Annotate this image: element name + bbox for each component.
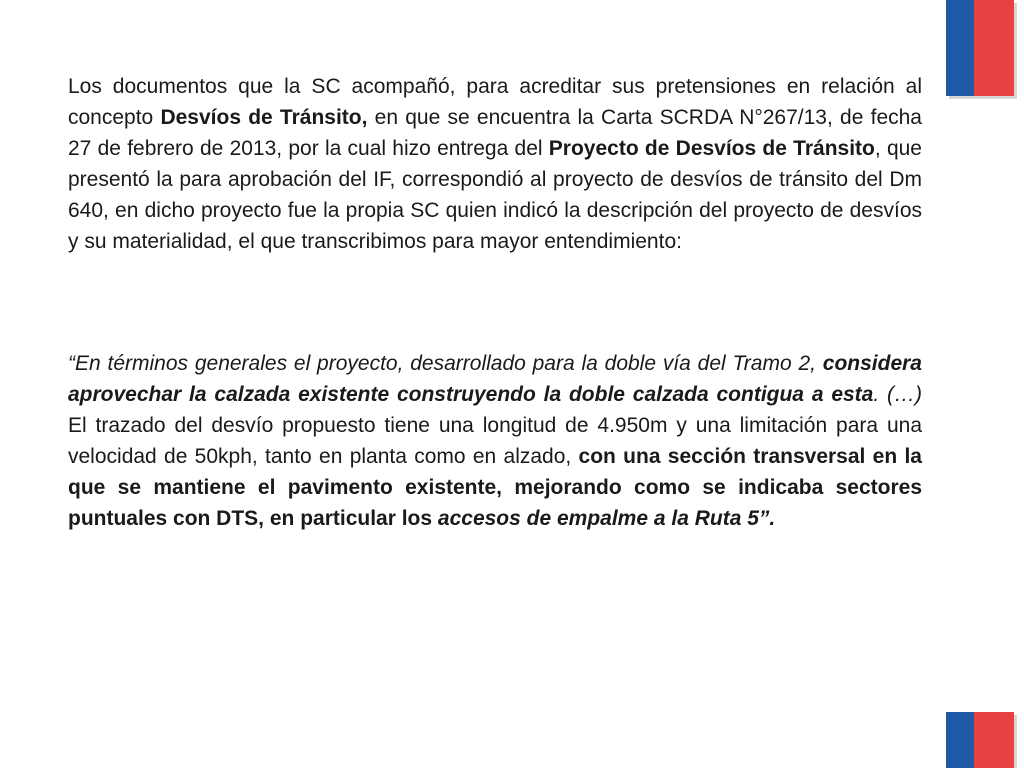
quote-bold-italic-1-text: considera aprovechar la calzada existente construyendo la doble calzada contigua a esta [68, 352, 922, 406]
quote-italic-1: “En términos generales el proyecto, desarrollado para la doble vía del Tramo 2, [68, 352, 823, 375]
flag-corner-top-blue [946, 0, 974, 96]
quote-bold-italic-2 [438, 507, 775, 530]
flag-corner-top [946, 0, 1014, 96]
para1-bold-proyecto: Proyecto de Desvíos de Tránsito [548, 137, 875, 160]
flag-corner-bottom-red [974, 712, 1014, 768]
flag-corner-top-red [974, 0, 1014, 96]
quote-text-1: El trazado del desvío propuesto tiene una longitud de 4.950m y una limitación para una velocidad de 50kph, tanto en planta como en alzado, [68, 414, 922, 468]
paragraph-documents [68, 71, 922, 257]
para1-text-3: , que presentó la para aprobación del IF, correspondió al proyecto de desvíos de tránsito del Dm 640, en dicho proyecto fue la propia SC quien indicó la descripción del proyecto de desvíos y su materialidad, el que transcribimos para mayor entendimiento: [68, 137, 922, 253]
para1-text-1: Los documentos que la SC acompañó, para acreditar sus pretensiones en relación al concepto [68, 75, 922, 129]
flag-corner-bottom [946, 712, 1014, 768]
quote-bold-italic-2-text: accesos de empalme a la Ruta 5”. [437, 507, 776, 530]
quote-bold-1: con una sección transversal en la que se mantiene el pavimento existente, mejorando como se indicaba sectores puntuales con DTS, en particular los [68, 445, 922, 530]
quote-italic-2: . (…) [873, 383, 923, 406]
para1-text-2: en que se encuentra la Carta SCRDA N°267/13, de fecha 27 de febrero de 2013, por la cual hizo entrega del [68, 106, 922, 160]
paragraph-quote [68, 348, 922, 534]
para1-bold-desvios: Desvíos de Tránsito, [160, 106, 368, 129]
flag-corner-bottom-blue [946, 712, 974, 768]
